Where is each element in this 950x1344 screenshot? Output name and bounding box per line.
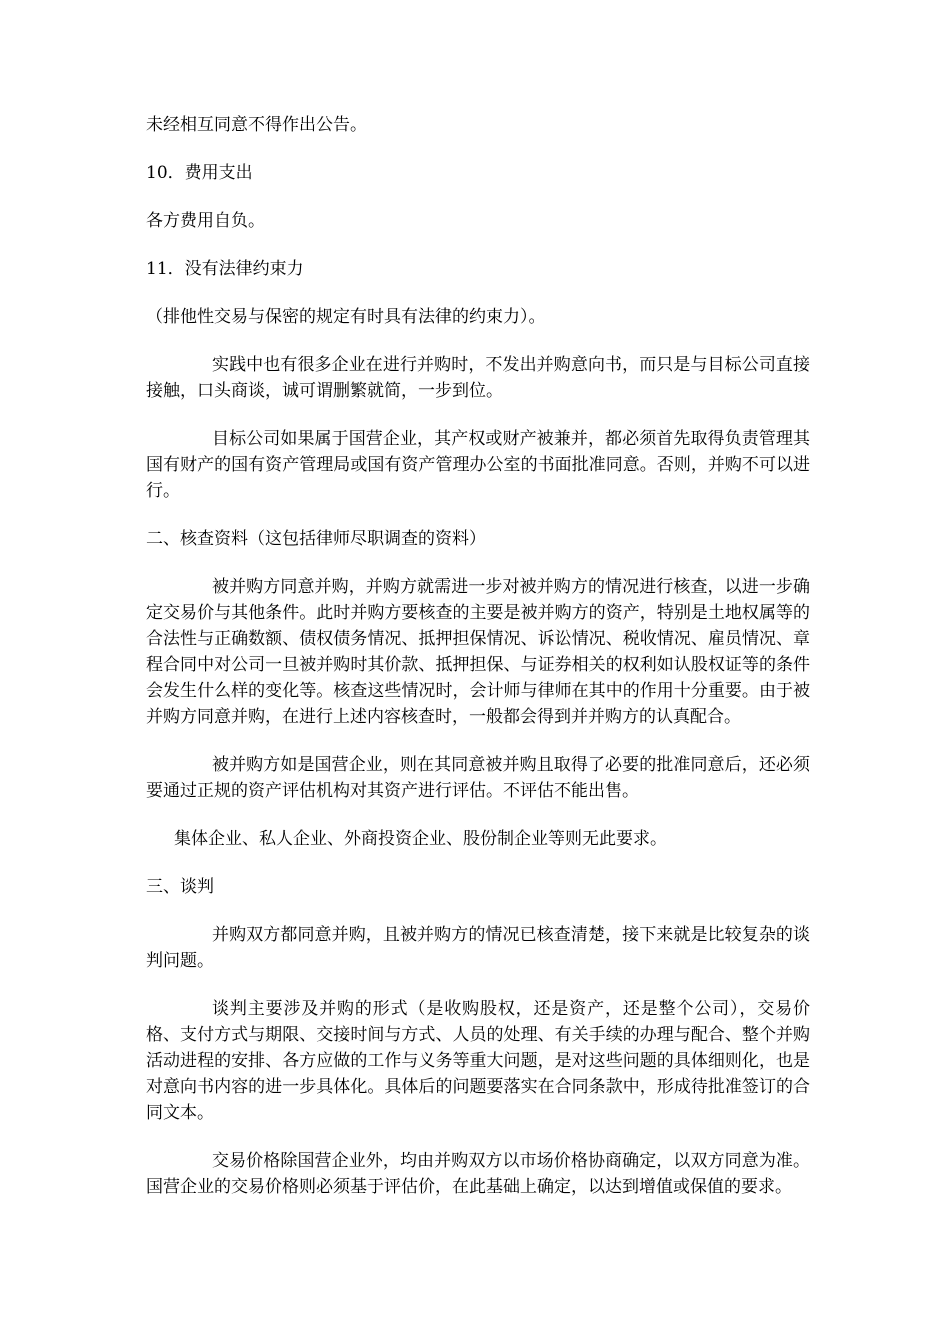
section-heading-due-diligence: 二、核查资料（这包括律师尽职调查的资料） [146, 529, 486, 549]
section-heading-negotiation: 三、谈判 [146, 877, 214, 897]
paragraph-negotiation-scope: 谈判主要涉及并购的形式（是收购股权，还是资产，还是整个公司），交易价格、支付方式与期限、交接时间与方式、人员的处理、有关手续的办理与配合、整个并购活动进程的安排、各方应做的工作与义务等重大问题，是对这些问题的具体细则化，也是对意向书内容的进一步具体化。具体后的问题要落实在合同条款中，形成待批准签订的合同文本。 [146, 999, 810, 1123]
paragraph-no-binding: （排他性交易与保密的规定有时具有法律的约束力）。 [146, 307, 546, 327]
paragraph-state-enterprise: 目标公司如果属于国营企业，其产权或财产被兼并，都必须首先取得负责管理其国有财产的国有资产管理局或国有资产管理办公室的书面批准同意。否则，并购不可以进行。 [146, 429, 810, 501]
paragraph-negotiation-intro: 并购双方都同意并购，且被并购方的情况已核查清楚，接下来就是比较复杂的谈判问题。 [146, 925, 810, 971]
paragraph-expenses: 各方费用自负。 [146, 211, 265, 231]
document-body [146, 112, 810, 1222]
paragraph-due-diligence: 被并购方同意并购，并购方就需进一步对被并购方的情况进行核查，以进一步确定交易价与其他条件。此时并购方要核查的主要是被并购方的资产，特别是土地权属等的合法性与正确数额、债权债务情况、抵押担保情况、诉讼情况、税收情况、雇员情况、章程合同中对公司一旦被并购时其价款、抵押担保、与证券相关的权利如认股权证等的条件会发生什么样的变化等。核查这些情况时，会计师与律师在其中的作用十分重要。由于被并购方同意并购，在进行上述内容核查时，一般都会得到并并购方的认真配合。 [146, 577, 810, 727]
paragraph-practice: 实践中也有很多企业在进行并购时，不发出并购意向书，而只是与目标公司直接接触，口头商谈，诚可谓删繁就简，一步到位。 [146, 355, 810, 401]
section-heading-no-binding: 11．没有法律约束力 [146, 259, 304, 279]
paragraph-other-enterprises: 集体企业、私人企业、外商投资企业、股份制企业等则无此要求。 [174, 829, 667, 849]
paragraph-announcement: 未经相互同意不得作出公告。 [146, 115, 367, 135]
paragraph-transaction-price: 交易价格除国营企业外，均由并购双方以市场价格协商确定，以双方同意为准。国营企业的交易价格则必须基于评估价，在此基础上确定，以达到增值或保值的要求。 [146, 1151, 810, 1197]
paragraph-asset-valuation: 被并购方如是国营企业，则在其同意被并购且取得了必要的批准同意后，还必须要通过正规的资产评估机构对其资产进行评估。不评估不能出售。 [146, 755, 810, 801]
section-heading-expenses: 10．费用支出 [146, 163, 253, 183]
